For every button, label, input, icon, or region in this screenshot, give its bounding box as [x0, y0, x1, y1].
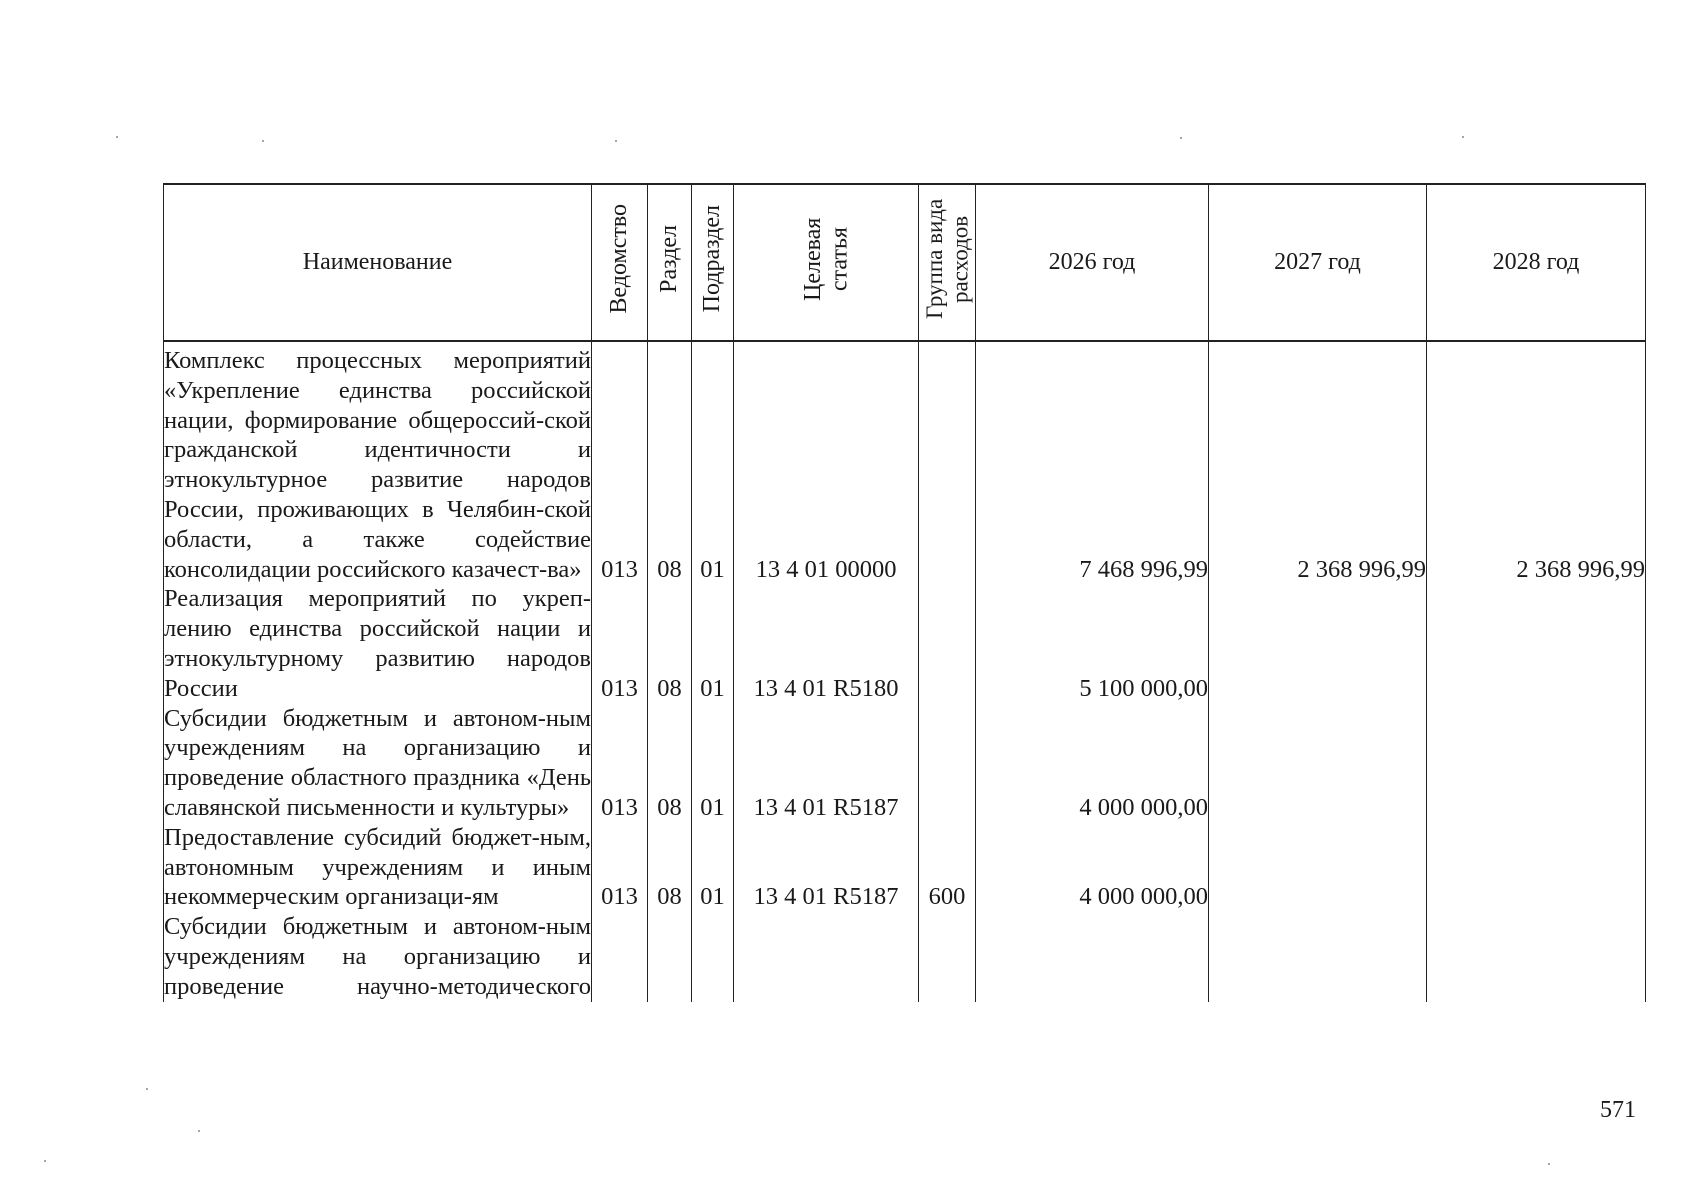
row-subsection: 01: [692, 823, 734, 912]
row-subsection: 01: [692, 704, 734, 823]
scan-speck: [262, 140, 264, 142]
row-2027: 2 368 996,99: [1209, 341, 1427, 584]
table-row: [164, 584, 1646, 703]
header-target: Целевая статья: [734, 184, 919, 341]
scan-speck: [198, 1130, 200, 1132]
row-subsection: [692, 912, 734, 1001]
row-name: Реализация мероприятий по укреп-лению единства российской нации и этнокультурному развитию народов России: [164, 585, 591, 702]
page-number: 571: [1600, 1097, 1636, 1123]
row-name: Субсидии бюджетным и автоном-ным учреждениям на организацию и проведение областного праздника «День славянской письменности и культуры»: [164, 704, 591, 821]
row-name: Предоставление субсидий бюджет-ным, автономным учреждениям и иным некоммерческим организаци-ям: [164, 823, 591, 911]
row-dept: 013: [592, 584, 648, 703]
row-section: 08: [648, 823, 692, 912]
row-group: [919, 912, 976, 1001]
scan-speck: [615, 140, 617, 142]
scan-speck: [1462, 136, 1464, 138]
row-2027: [1209, 823, 1427, 912]
row-group: [919, 704, 976, 823]
row-2026: 5 100 000,00: [976, 584, 1209, 703]
table-row: [164, 912, 1646, 1001]
row-dept: 013: [592, 704, 648, 823]
row-2027: [1209, 912, 1427, 1001]
row-name: Комплекс процессных мероприятий «Укрепление единства российской нации, формирование общероссий-ской гражданской идентичности и этнокультурное развитие народов России, проживающих в Челябин-ской области, а также содействие консолидации российского казачест-ва»: [164, 341, 592, 584]
row-section: [648, 912, 692, 1001]
header-2027: 2027 год: [1209, 184, 1427, 341]
row-target: 13 4 01 00000: [734, 341, 919, 584]
table-row: [164, 704, 1646, 823]
row-section: 08: [648, 704, 692, 823]
row-2028: [1427, 912, 1646, 1001]
row-name: Субсидии бюджетным и автоном-ным учреждениям на организацию и проведение научно-методического: [164, 913, 591, 1000]
header-section: Раздел: [648, 184, 692, 341]
row-dept: 013: [592, 341, 648, 584]
header-name: Наименование: [164, 184, 592, 341]
table-row: [164, 341, 1646, 584]
row-subsection: 01: [692, 584, 734, 703]
header-dept: Ведомство: [592, 184, 648, 341]
row-2027: [1209, 584, 1427, 703]
header-2026: 2026 год: [976, 184, 1209, 341]
row-2028: [1427, 823, 1646, 912]
scan-speck: [1180, 137, 1182, 139]
row-target: 13 4 01 R5180: [734, 584, 919, 703]
row-target: 13 4 01 R5187: [734, 823, 919, 912]
row-2026: 7 468 996,99: [976, 341, 1209, 584]
row-section: 08: [648, 341, 692, 584]
row-2028: [1427, 704, 1646, 823]
row-2028: [1427, 584, 1646, 703]
header-2028: 2028 год: [1427, 184, 1646, 341]
row-dept: [592, 912, 648, 1001]
header-subsection: Подраздел: [692, 184, 734, 341]
row-dept: 013: [592, 823, 648, 912]
header-group: Группа вида расходов: [919, 184, 976, 341]
row-subsection: 01: [692, 341, 734, 584]
scan-speck: [44, 1160, 46, 1162]
row-2026: [976, 912, 1209, 1001]
row-group: [919, 584, 976, 703]
row-target: [734, 912, 919, 1001]
row-2026: 4 000 000,00: [976, 704, 1209, 823]
budget-table: [163, 183, 1646, 1002]
row-target: 13 4 01 R5187: [734, 704, 919, 823]
scan-speck: [1548, 1163, 1550, 1165]
scan-speck: [116, 136, 118, 138]
table-row: [164, 823, 1646, 912]
row-section: 08: [648, 584, 692, 703]
table-header-row: [164, 184, 1646, 341]
row-group: [919, 341, 976, 584]
row-group: 600: [919, 823, 976, 912]
row-2028: 2 368 996,99: [1427, 341, 1646, 584]
row-2026: 4 000 000,00: [976, 823, 1209, 912]
scan-speck: [146, 1088, 148, 1090]
row-2027: [1209, 704, 1427, 823]
